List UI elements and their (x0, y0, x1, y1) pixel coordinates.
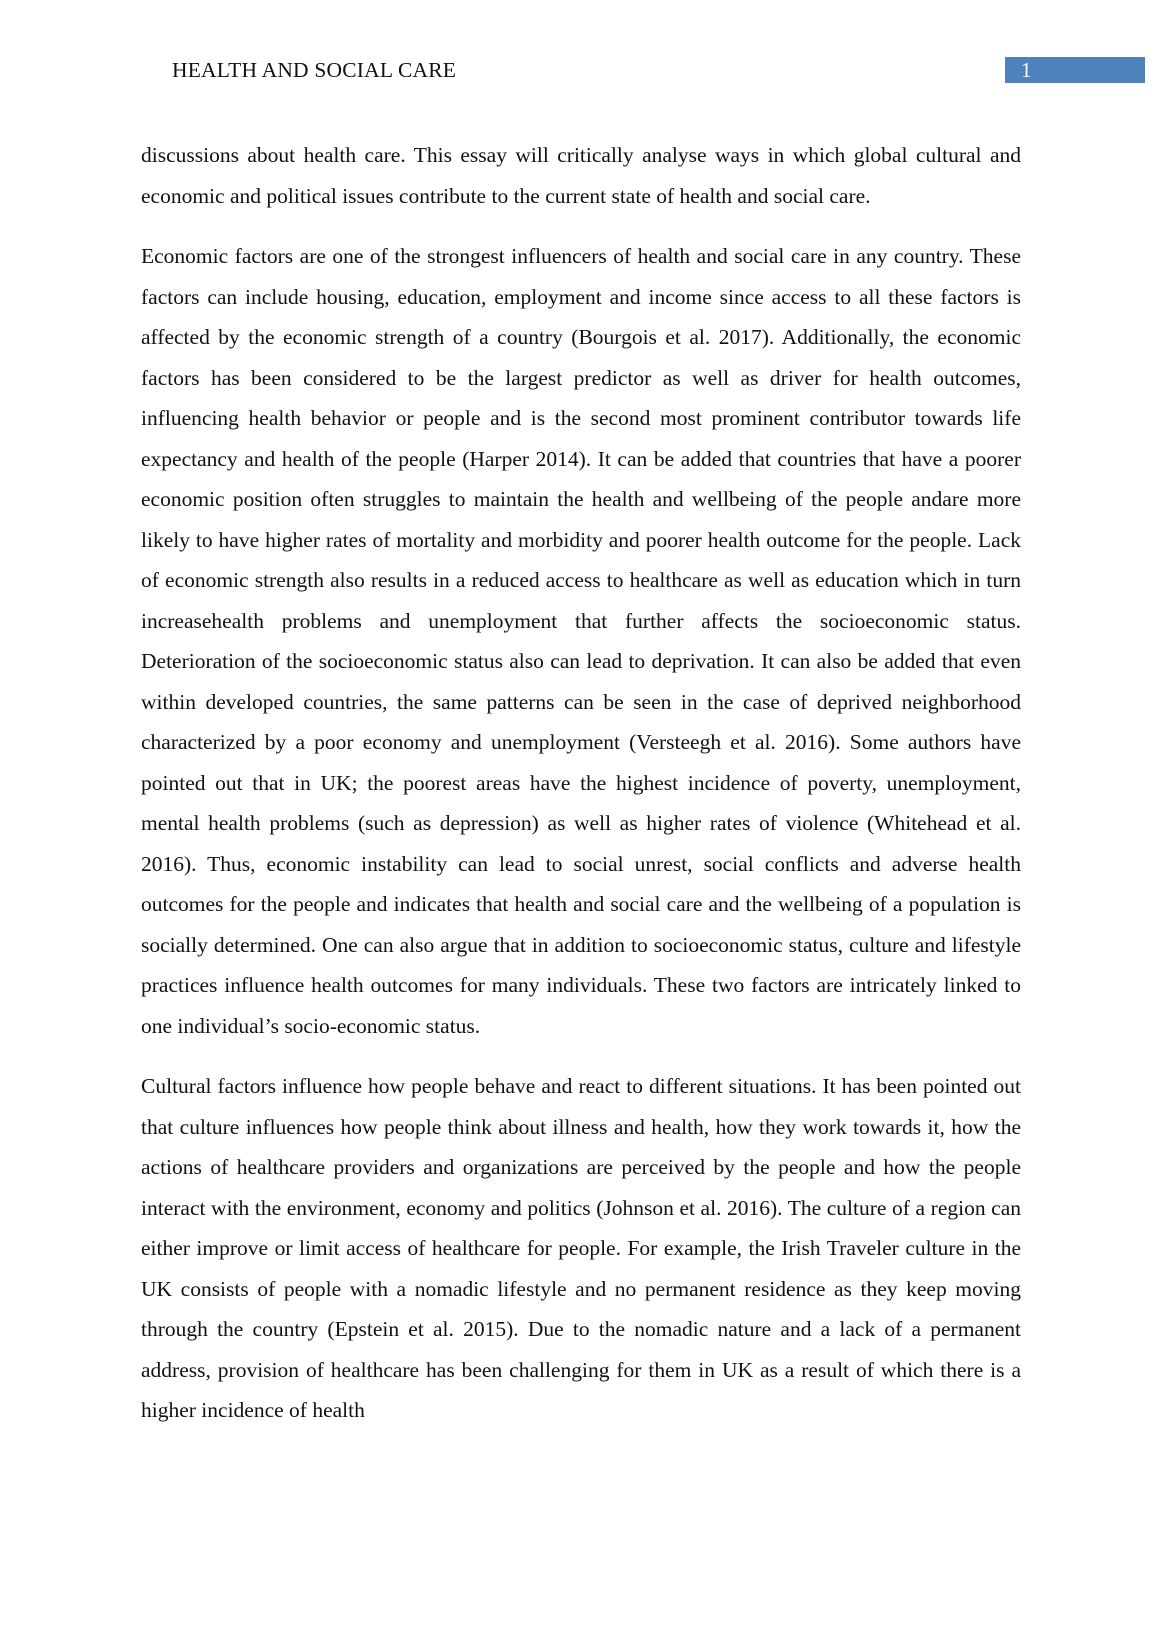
paragraph-economic-factors: Economic factors are one of the strongest influencers of health and social care in any country. These factors can include housing, education, employment and income since access to all these factors is affected by the economic strength of a country (Bourgois et al. 2017). Additionally, the economic factors has been considered to be the largest predictor as well as driver for health outcomes, influencing health behavior or people and is the second most prominent contributor towards life expectancy and health of the people (Harper 2014). It can be added that countries that have a poorer economic position often struggles to maintain the health and wellbeing of the people andare more likely to have higher rates of mortality and morbidity and poorer health outcome for the people. Lack of economic strength also results in a reduced access to healthcare as well as education which in turn increasehealth problems and unemployment that further affects the socioeconomic status. Deterioration of the socioeconomic status also can lead to deprivation. It can also be added that even within developed countries, the same patterns can be seen in the case of deprived neighborhood characterized by a poor economy and unemployment (Versteegh et al. 2016). Some authors have pointed out that in UK; the poorest areas have the highest incidence of poverty, unemployment, mental health problems (such as depression) as well as higher rates of violence (Whitehead et al. 2016). Thus, economic instability can lead to social unrest, social conflicts and adverse health outcomes for the people and indicates that health and social care and the wellbeing of a population is socially determined. One can also argue that in addition to socioeconomic status, culture and lifestyle practices influence health outcomes for many individuals. These two factors are intricately linked to one individual’s socio-economic status. (141, 244, 1021, 1038)
document-body (141, 135, 1021, 1451)
running-header-title: HEALTH AND SOCIAL CARE (172, 58, 457, 82)
paragraph-intro: discussions about health care. This essay will critically analyse ways in which global cultural and economic and political issues contribute to the current state of health and social care. (141, 143, 1021, 208)
page-number: 1 (1021, 58, 1032, 82)
page-number-box (1005, 57, 1145, 83)
paragraph-cultural-factors: Cultural factors influence how people behave and react to different situations. It has been pointed out that culture influences how people think about illness and health, how they work towards it, how the actions of healthcare providers and organizations are perceived by the people and how the people interact with the environment, economy and politics (Johnson et al. 2016). The culture of a region can either improve or limit access of healthcare for people. For example, the Irish Traveler culture in the UK consists of people with a nomadic lifestyle and no permanent residence as they keep moving through the country (Epstein et al. 2015). Due to the nomadic nature and a lack of a permanent address, provision of healthcare has been challenging for them in UK as a result of which there is a higher incidence of health (141, 1074, 1021, 1422)
